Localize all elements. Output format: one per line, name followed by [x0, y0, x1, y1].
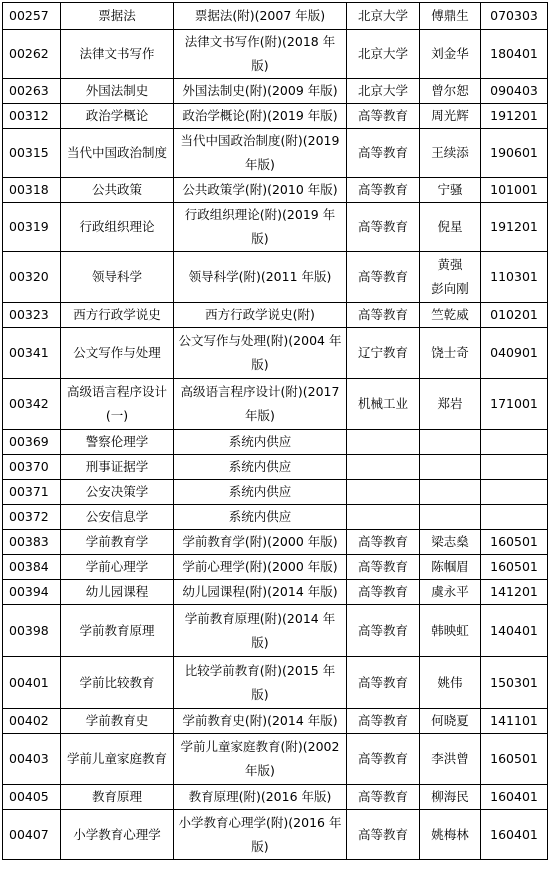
author-cell	[420, 555, 481, 580]
author-cell	[420, 709, 481, 734]
version-code-cell: 171001	[481, 379, 548, 430]
author-cell	[420, 480, 481, 505]
publisher-cell: 高等教育	[347, 252, 420, 303]
course-name-cell: 幼儿园课程	[61, 580, 174, 605]
publisher-cell: 高等教育	[347, 555, 420, 580]
textbook-title-cell: 系统内供应	[174, 480, 347, 505]
author-name: 饶士奇	[431, 345, 469, 360]
table-row	[3, 810, 548, 860]
version-code-cell: 070303	[481, 3, 548, 30]
author-name: 竺乾威	[431, 307, 469, 322]
author-cell	[420, 328, 481, 379]
textbook-title-cell: 法律文书写作(附)(2018 年版)	[174, 30, 347, 79]
course-code-cell: 00405	[3, 785, 61, 810]
table-row	[3, 734, 548, 785]
table-row	[3, 480, 548, 505]
course-code-cell: 00394	[3, 580, 61, 605]
author-name: 王续添	[431, 145, 469, 160]
textbook-title-cell: 教育原理(附)(2016 年版)	[174, 785, 347, 810]
textbook-title-cell: 系统内供应	[174, 430, 347, 455]
author-cell	[420, 580, 481, 605]
textbook-title-cell: 系统内供应	[174, 505, 347, 530]
course-name-cell: 公共政策	[61, 178, 174, 203]
version-code-cell	[481, 480, 548, 505]
author-cell	[420, 3, 481, 30]
publisher-cell: 北京大学	[347, 79, 420, 104]
course-code-cell: 00383	[3, 530, 61, 555]
publisher-cell: 高等教育	[347, 303, 420, 328]
author-name: 李洪曾	[431, 751, 469, 766]
publisher-cell: 高等教育	[347, 580, 420, 605]
textbook-title-cell: 学前教育史(附)(2014 年版)	[174, 709, 347, 734]
author-cell	[420, 203, 481, 252]
textbook-title-cell: 高级语言程序设计(附)(2017 年版)	[174, 379, 347, 430]
course-name-cell: 刑事证据学	[61, 455, 174, 480]
author-name: 黄强	[437, 257, 463, 272]
version-code-cell: 010201	[481, 303, 548, 328]
course-code-cell: 00371	[3, 480, 61, 505]
course-code-cell: 00403	[3, 734, 61, 785]
textbook-title-cell: 行政组织理论(附)(2019 年版)	[174, 203, 347, 252]
course-name-cell: 学前比较教育	[61, 657, 174, 709]
version-code-cell: 160501	[481, 555, 548, 580]
course-name-cell: 政治学概论	[61, 104, 174, 129]
author-name: 倪星	[437, 219, 463, 234]
author-name: 韩映虹	[431, 622, 469, 638]
table-body	[3, 3, 548, 860]
table-row	[3, 580, 548, 605]
course-name-cell: 公安决策学	[61, 480, 174, 505]
author-name: 曾尔恕	[431, 83, 469, 98]
textbook-title-cell: 公文写作与处理(附)(2004 年版)	[174, 328, 347, 379]
table-row	[3, 79, 548, 104]
publisher-cell: 高等教育	[347, 530, 420, 555]
author-cell	[420, 430, 481, 455]
textbook-title-cell: 比较学前教育(附)(2015 年版)	[174, 657, 347, 709]
author-name: 何晓夏	[431, 713, 469, 728]
textbook-title-cell: 领导科学(附)(2011 年版)	[174, 252, 347, 303]
version-code-cell	[481, 455, 548, 480]
course-code-cell: 00320	[3, 252, 61, 303]
course-name-cell: 当代中国政治制度	[61, 129, 174, 178]
course-name-cell: 学前教育史	[61, 709, 174, 734]
version-code-cell: 140401	[481, 605, 548, 657]
author-cell	[420, 30, 481, 79]
textbook-title-cell: 学前心理学(附)(2000 年版)	[174, 555, 347, 580]
version-code-cell: 150301	[481, 657, 548, 709]
table-row	[3, 178, 548, 203]
course-code-cell: 00312	[3, 104, 61, 129]
author-cell	[420, 379, 481, 430]
course-name-cell: 学前教育原理	[61, 605, 174, 657]
course-code-cell: 00369	[3, 430, 61, 455]
version-code-cell: 160401	[481, 810, 548, 860]
publisher-cell: 高等教育	[347, 203, 420, 252]
author-cell	[420, 79, 481, 104]
course-code-cell: 00372	[3, 505, 61, 530]
author-cell	[420, 734, 481, 785]
version-code-cell: 110301	[481, 252, 548, 303]
course-code-cell: 00342	[3, 379, 61, 430]
version-code-cell: 160501	[481, 530, 548, 555]
publisher-cell: 高等教育	[347, 810, 420, 860]
course-name-cell: 小学教育心理学	[61, 810, 174, 860]
author-cell	[420, 810, 481, 860]
author-name: 陈帼眉	[431, 559, 469, 574]
author-name: 周光辉	[431, 108, 469, 123]
table-row	[3, 709, 548, 734]
course-code-cell: 00323	[3, 303, 61, 328]
version-code-cell: 090403	[481, 79, 548, 104]
author-cell	[420, 505, 481, 530]
textbook-title-cell: 学前教育原理(附)(2014 年版)	[174, 605, 347, 657]
publisher-cell	[347, 430, 420, 455]
author-name: 虞永平	[431, 584, 469, 599]
course-name-cell: 领导科学	[61, 252, 174, 303]
table-row	[3, 129, 548, 178]
course-code-cell: 00263	[3, 79, 61, 104]
publisher-cell: 高等教育	[347, 605, 420, 657]
publisher-cell: 北京大学	[347, 3, 420, 30]
textbook-title-cell: 当代中国政治制度(附)(2019 年版)	[174, 129, 347, 178]
course-name-cell: 警察伦理学	[61, 430, 174, 455]
course-code-cell: 00402	[3, 709, 61, 734]
author-cell	[420, 785, 481, 810]
course-name-cell: 票据法	[61, 3, 174, 30]
publisher-cell: 高等教育	[347, 178, 420, 203]
course-code-cell: 00318	[3, 178, 61, 203]
course-code-cell: 00257	[3, 3, 61, 30]
table-row	[3, 203, 548, 252]
author-name: 彭向刚	[431, 281, 469, 296]
author-name: 宁骚	[437, 182, 463, 197]
publisher-cell: 北京大学	[347, 30, 420, 79]
table-row	[3, 657, 548, 709]
publisher-cell: 辽宁教育	[347, 328, 420, 379]
textbook-title-cell: 学前教育学(附)(2000 年版)	[174, 530, 347, 555]
course-name-cell: 公文写作与处理	[61, 328, 174, 379]
version-code-cell: 190601	[481, 129, 548, 178]
publisher-cell: 高等教育	[347, 129, 420, 178]
publisher-cell	[347, 455, 420, 480]
version-code-cell: 141101	[481, 709, 548, 734]
version-code-cell: 101001	[481, 178, 548, 203]
table-row	[3, 30, 548, 79]
author-name: 傅鼎生	[431, 8, 469, 23]
course-name-cell: 教育原理	[61, 785, 174, 810]
course-code-cell: 00341	[3, 328, 61, 379]
publisher-cell: 高等教育	[347, 734, 420, 785]
course-code-cell: 00398	[3, 605, 61, 657]
textbook-title-cell: 外国法制史(附)(2009 年版)	[174, 79, 347, 104]
version-code-cell: 160501	[481, 734, 548, 785]
author-name: 柳海民	[431, 789, 469, 804]
course-code-cell: 00262	[3, 30, 61, 79]
textbook-title-cell: 公共政策学(附)(2010 年版)	[174, 178, 347, 203]
table-row	[3, 379, 548, 430]
author-cell	[420, 657, 481, 709]
course-code-cell: 00370	[3, 455, 61, 480]
textbook-title-cell: 学前儿童家庭教育(附)(2002 年版)	[174, 734, 347, 785]
author-name: 姚梅林	[431, 826, 469, 842]
author-name: 刘金华	[431, 46, 469, 61]
version-code-cell: 191201	[481, 104, 548, 129]
course-code-cell: 00401	[3, 657, 61, 709]
author-name: 姚伟	[437, 674, 463, 690]
publisher-cell: 高等教育	[347, 785, 420, 810]
table-row	[3, 303, 548, 328]
textbook-title-cell: 小学教育心理学(附)(2016 年版)	[174, 810, 347, 860]
course-name-cell: 法律文书写作	[61, 30, 174, 79]
course-name-cell: 公安信息学	[61, 505, 174, 530]
textbook-title-cell: 政治学概论(附)(2019 年版)	[174, 104, 347, 129]
table-row	[3, 785, 548, 810]
author-cell	[420, 303, 481, 328]
table-row	[3, 530, 548, 555]
version-code-cell: 040901	[481, 328, 548, 379]
author-name: 梁志燊	[431, 534, 469, 549]
author-cell	[420, 530, 481, 555]
author-cell	[420, 104, 481, 129]
textbook-title-cell: 系统内供应	[174, 455, 347, 480]
author-cell	[420, 455, 481, 480]
publisher-cell: 高等教育	[347, 709, 420, 734]
textbook-title-cell: 幼儿园课程(附)(2014 年版)	[174, 580, 347, 605]
course-name-cell: 学前心理学	[61, 555, 174, 580]
publisher-cell: 高等教育	[347, 657, 420, 709]
table-row	[3, 605, 548, 657]
version-code-cell: 141201	[481, 580, 548, 605]
publisher-cell	[347, 480, 420, 505]
table-row	[3, 104, 548, 129]
course-name-cell: 行政组织理论	[61, 203, 174, 252]
version-code-cell: 191201	[481, 203, 548, 252]
publisher-cell: 机械工业	[347, 379, 420, 430]
author-cell	[420, 129, 481, 178]
course-name-cell: 外国法制史	[61, 79, 174, 104]
table-row	[3, 3, 548, 30]
author-cell	[420, 605, 481, 657]
course-code-cell: 00319	[3, 203, 61, 252]
table-row	[3, 252, 548, 303]
course-code-cell: 00407	[3, 810, 61, 860]
table-row	[3, 430, 548, 455]
course-code-cell: 00315	[3, 129, 61, 178]
course-name-cell: 学前儿童家庭教育	[61, 734, 174, 785]
table-row	[3, 328, 548, 379]
version-code-cell	[481, 430, 548, 455]
textbook-title-cell: 票据法(附)(2007 年版)	[174, 3, 347, 30]
publisher-cell: 高等教育	[347, 104, 420, 129]
author-cell	[420, 178, 481, 203]
course-name-cell: 西方行政学说史	[61, 303, 174, 328]
table-row	[3, 555, 548, 580]
course-name-cell: 高级语言程序设计(一)	[61, 379, 174, 430]
table-row	[3, 505, 548, 530]
textbook-title-cell: 西方行政学说史(附)	[174, 303, 347, 328]
author-cell	[420, 252, 481, 303]
version-code-cell	[481, 505, 548, 530]
publisher-cell	[347, 505, 420, 530]
textbook-table	[2, 2, 548, 860]
version-code-cell: 180401	[481, 30, 548, 79]
version-code-cell: 160401	[481, 785, 548, 810]
course-name-cell: 学前教育学	[61, 530, 174, 555]
author-name: 郑岩	[437, 396, 463, 411]
table-row	[3, 455, 548, 480]
course-code-cell: 00384	[3, 555, 61, 580]
